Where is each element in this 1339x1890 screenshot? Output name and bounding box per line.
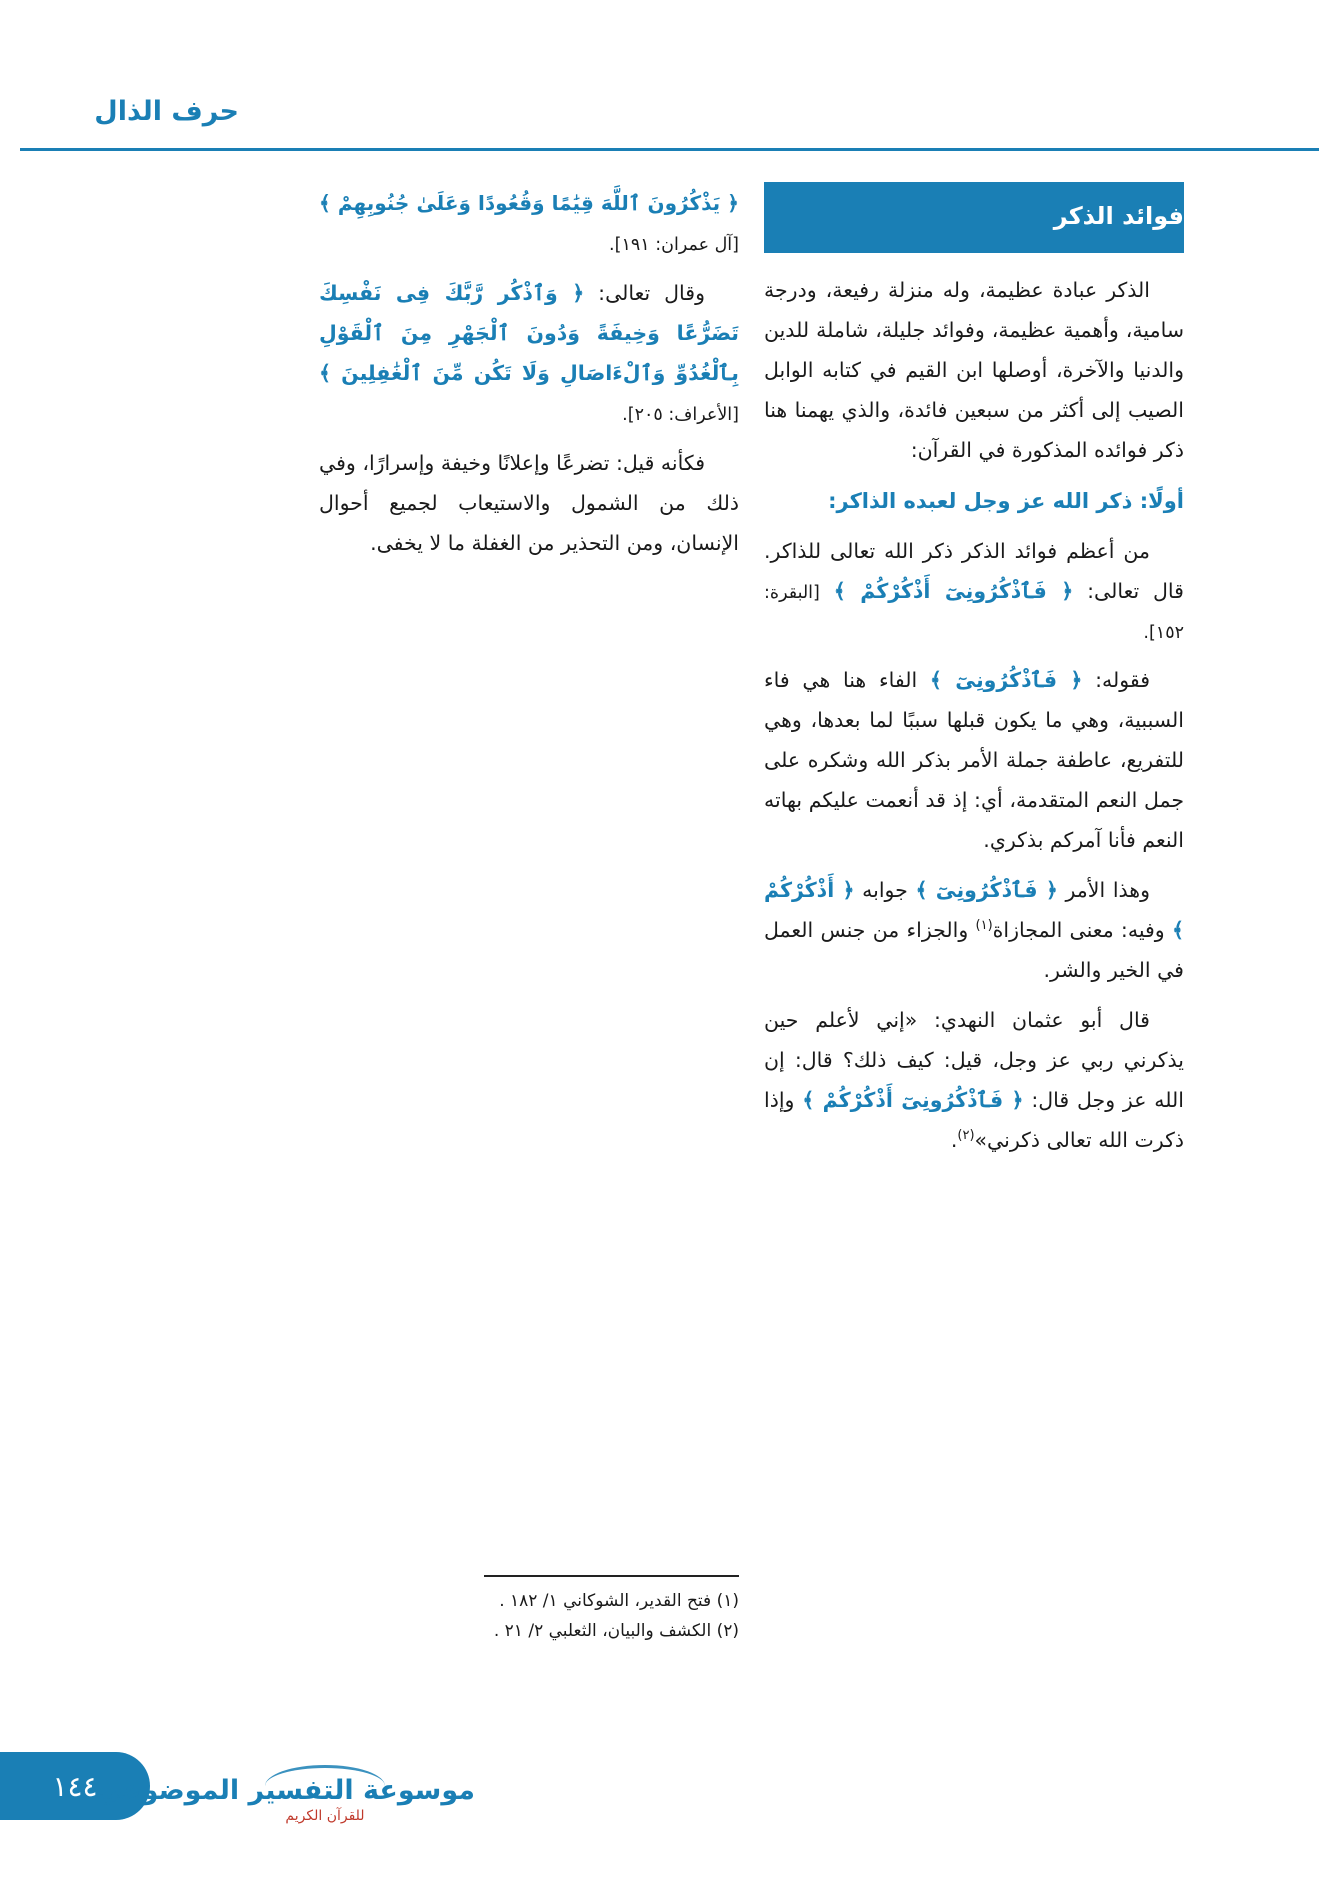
paragraph-greatest-benefit (764, 532, 1184, 652)
footnotes-section (319, 1575, 739, 1647)
paragraph-benefits-intro: الذكر عبادة عظيمة، وله منزلة رفيعة، ودرجة سامية، وأهمية عظيمة، وفوائد جليلة، شاملة للدين والدنيا والآخرة، أوصلها ابن القيم في كتابه الوابل الصيب إلى أكثر من سبعين فائدة، والذي يهمنا هنا ذكر فوائده المذكورة في القرآن: (764, 277, 1184, 462)
sentence-period: . (950, 1128, 958, 1153)
command-lead-text: وهذا الأمر (1065, 878, 1150, 903)
nahdi-quote-tail: وإذا ذكرت الله تعالى ذكرني» (764, 1088, 1184, 1153)
quran-verse-6: ﴿ أَذْكُرْكُمْ ﴾ (764, 878, 1184, 943)
paragraph-fa-sababiyya (764, 661, 1184, 861)
quran-verse-1: ﴿ يَذْكُرُونَ ٱللَّهَ قِيَٰمًا وَقُعُودًا وَعَلَىٰ جُنُوبِهِمْ ﴾ (319, 191, 739, 215)
mujazah-text: وفيه: معنى المجازاة (992, 918, 1165, 943)
page-number: ١٤٤ (0, 1752, 150, 1820)
section-title-bar: فوائد الذكر (764, 182, 1184, 253)
footnote-item: (١) فتح القدير، الشوكاني ١/ ١٨٢ . (499, 1591, 739, 1611)
column-right (319, 182, 739, 574)
logo-title: موسوعة التفسير الموضوعي (95, 1774, 475, 1806)
quran-verse-7: ﴿ فَٱذْكُرُونِىٓ أَذْكُرْكُمْ ﴾ (802, 1088, 1024, 1113)
quran-verse-4: ﴿ فَٱذْكُرُونِىٓ ﴾ (929, 668, 1083, 693)
quran-verse-5: ﴿ فَٱذْكُرُونِىٓ ﴾ (915, 878, 1058, 903)
header-divider (20, 148, 1319, 151)
quran-verse-2: ﴿ وَٱذْكُر رَّبَّكَ فِى نَفْسِكَ تَضَرُّعًا وَخِيفَةً وَدُونَ ٱلْجَهْرِ مِنَ ٱلْقَوْلِ بِٱلْغُدُوِّ وَٱلْءَاصَالِ وَلَا تَكُن مِّنَ ٱلْغَٰفِلِينَ ﴾ (319, 280, 739, 385)
explanation-text: الفاء هنا هي فاء السببية، وهي ما يكون قبلها سببًا لما بعدها، وهي للتفريع، عاطفة جملة الأمر بذكر الله وشكره على جمل النعم المتقدمة، أي: إذ قد أنعمت عليكم بهاته النعم فأنا آمركم بذكري. (764, 668, 1184, 853)
paragraph-command-answer (764, 871, 1184, 991)
verse-reference-1: [آل عمران: ١٩١]. (609, 235, 739, 255)
page-footer (0, 1718, 1339, 1838)
quote-lead-text: فقوله: (1095, 668, 1150, 693)
subsection-heading-first: أولًا: ذكر الله عز وجل لعبده الذاكر: (828, 488, 1184, 513)
publisher-logo (95, 1774, 475, 1824)
verse-intro-text: وقال تعالى: (598, 280, 705, 305)
paragraph-nahdi-quote (764, 1001, 1184, 1161)
answer-label-text: جوابه (862, 878, 908, 903)
paragraph-verse-intro (319, 274, 739, 434)
footnote-marker-1[interactable]: (١) (975, 918, 993, 934)
logo-subtitle: للقرآن الكريم (285, 1808, 365, 1824)
column-left (764, 182, 1184, 1171)
paragraph-commentary-1: فكأنه قيل: تضرعًا وإعلانًا وخيفة وإسرارًا، وفي ذلك من الشمول والاستيعاب لجميع أحوال الإنسان، ومن التحذير من الغفلة ما لا يخفى. (319, 450, 739, 555)
nahdi-quote-lead: قال أبو عثمان النهدي: «إني لأعلم حين يذكرني ربي عز وجل، قيل: كيف ذلك؟ قال: إن الله عز وجل قال: (764, 1008, 1184, 1113)
logo-flourish-icon (265, 1765, 385, 1786)
footnote-divider (484, 1575, 739, 1577)
verse-reference-2: [الأعراف: ٢٠٥]. (622, 404, 739, 425)
page-header (20, 96, 1319, 158)
chapter-title: حرف الذال (94, 96, 239, 127)
benefit-text: من أعظم فوائد الذكر ذكر الله تعالى للذاكر. قال تعالى: (764, 538, 1184, 603)
footnote-item: (٢) الكشف والبيان، الثعلبي ٢/ ٢١ . (493, 1620, 739, 1641)
quran-verse-block-1 (319, 182, 739, 264)
footnote-marker-2[interactable]: (٢) (957, 1128, 975, 1144)
verse-reference-3: [البقرة: ١٥٢]. (764, 582, 1184, 643)
jazaa-text: والجزاء من جنس العمل في الخير والشر. (764, 918, 1184, 983)
quran-verse-3: ﴿ فَٱذْكُرُونِىٓ أَذْكُرْكُمْ ﴾ (833, 578, 1074, 603)
